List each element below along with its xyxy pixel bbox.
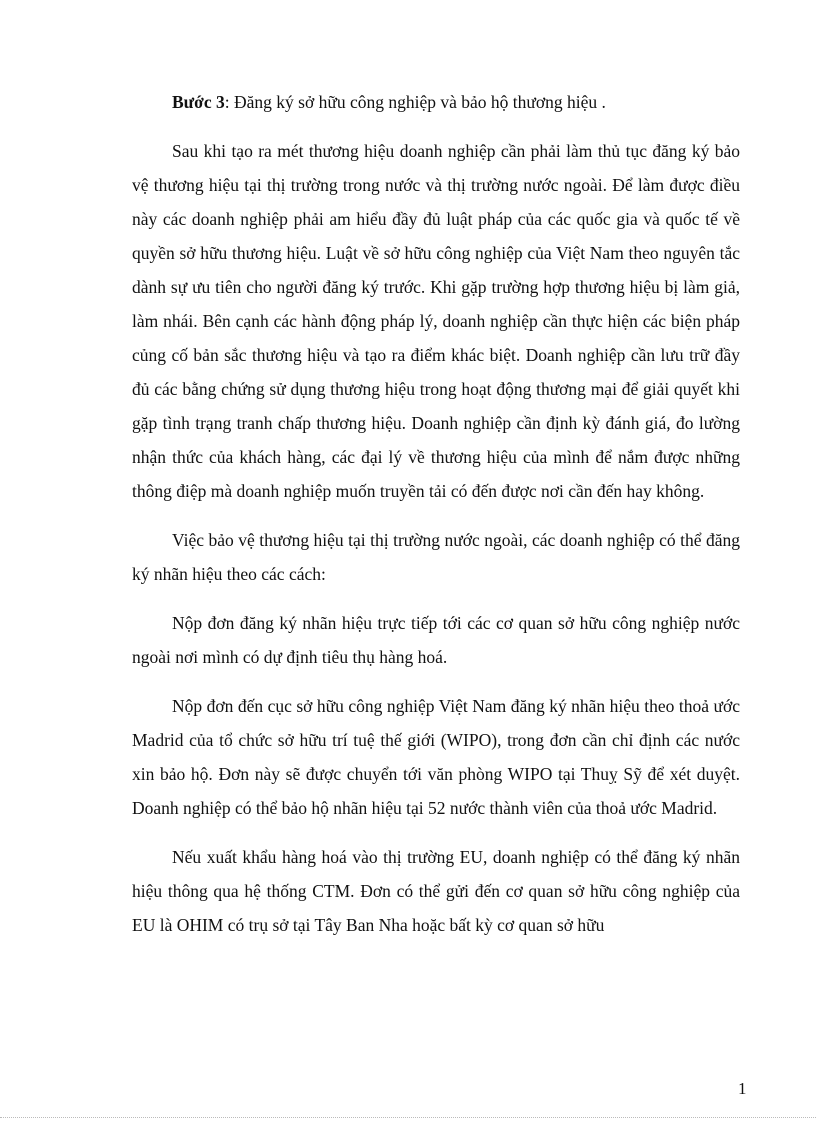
section-heading <box>132 85 740 119</box>
paragraph-eu-ctm: Nếu xuất khẩu hàng hoá vào thị trường EU, doanh nghiệp có thể đăng ký nhãn hiệu thông qua hệ thống CTM. Đơn có thể gửi đến cơ quan sở hữu công nghiệp của EU là OHIM có trụ sở tại Tây Ban Nha hoặc bất kỳ cơ quan sở hữu <box>132 847 740 935</box>
paragraph-foreign-protection: Việc bảo vệ thương hiệu tại thị trường nước ngoài, các doanh nghiệp có thể đăng ký nhãn hiệu theo các cách: <box>132 530 740 584</box>
paragraph-direct-filing: Nộp đơn đăng ký nhãn hiệu trực tiếp tới các cơ quan sở hữu công nghiệp nước ngoài nơi mình có dự định tiêu thụ hàng hoá. <box>132 613 740 667</box>
step-label: Bước 3 <box>172 92 225 112</box>
document-body <box>132 85 740 957</box>
page-number: 1 <box>738 1079 747 1098</box>
paragraph-intro: Sau khi tạo ra mét thương hiệu doanh nghiệp cần phải làm thủ tục đăng ký bảo vệ thương hiệu tại thị trường trong nước và thị trường nước ngoài. Để làm được điều này các doanh nghiệp phải am hiểu đầy đủ luật pháp của các quốc gia và quốc tế về quyền sở hữu thương hiệu. Luật về sở hữu công nghiệp của Việt Nam theo nguyên tắc dành sự ưu tiên cho người đăng ký trước. Khi gặp trường hợp thương hiệu bị làm giả, làm nhái. Bên cạnh các hành động pháp lý, doanh nghiệp cần thực hiện các biện pháp củng cố bản sắc thương hiệu và tạo ra điểm khác biệt. Doanh nghiệp cần lưu trữ đầy đủ các bằng chứng sử dụng thương hiệu trong hoạt động thương mại để giải quyết khi gặp tình trạng tranh chấp thương hiệu. Doanh nghiệp cần định kỳ đánh giá, đo lường nhận thức của khách hàng, các đại lý về thương hiệu của mình để nắm được những thông điệp mà doanh nghiệp muốn truyền tải có đến được nơi cần đến hay không. <box>132 141 740 501</box>
step-title: : Đăng ký sở hữu công nghiệp và bảo hộ thương hiệu . <box>224 92 606 112</box>
paragraph-madrid-filing: Nộp đơn đến cục sở hữu công nghiệp Việt Nam đăng ký nhãn hiệu theo thoả ước Madrid của tổ chức sở hữu trí tuệ thế giới (WIPO), trong đơn cần chỉ định các nước xin bảo hộ. Đơn này sẽ được chuyển tới văn phòng WIPO tại Thuỵ Sỹ để xét duyệt. Doanh nghiệp có thể bảo hộ nhãn hiệu tại 52 nước thành viên của thoả ước Madrid. <box>132 696 740 818</box>
page-bottom-border <box>0 1117 816 1118</box>
